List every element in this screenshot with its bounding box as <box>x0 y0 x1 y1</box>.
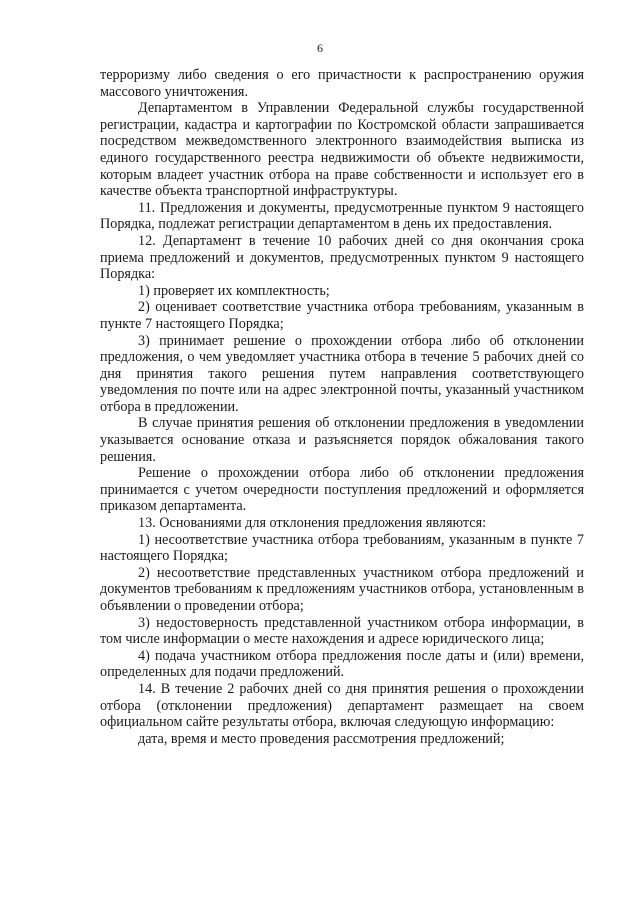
paragraph: 11. Предложения и документы, предусмотренные пунктом 9 настоящего Порядка, подлежат регистрации департаментом в день их предоставления. <box>100 199 584 233</box>
paragraph: 12. Департамент в течение 10 рабочих дней со дня окончания срока приема предложений и документов, предусмотренных пунктом 9 настоящего Порядка: <box>100 232 584 283</box>
paragraph: 13. Основаниями для отклонения предложения являются: <box>138 515 487 532</box>
list-item: 1) проверяет их комплектность; <box>138 282 330 299</box>
list-item: 2) несоответствие представленных участником отбора предложений и документов требованиям к предложениям участников отбора, установленным в объявлении о проведении отбора; <box>100 564 584 614</box>
list-item: 4) подача участником отбора предложения после даты и (или) времени, определенных для подачи предложений. <box>100 647 584 681</box>
paragraph: 14. В течение 2 рабочих дней со дня принятия решения о прохождении отбора (отклонении предложения) департамент размещает на своем официальном сайте результаты отбора, включая следующую информацию: <box>100 680 584 731</box>
document-body <box>100 67 584 747</box>
list-item: 1) несоответствие участника отбора требованиям, указанным в пункте 7 настоящего Порядка; <box>100 531 584 565</box>
list-item: 3) принимает решение о прохождении отбора либо об отклонении предложения, о чем уведомляет участника отбора в течение 5 рабочих дней со дня принятия такого решения путем направления соответствующего уведомления по почте или на адрес электронной почты, указанный участником отбора в предложении. <box>100 332 584 415</box>
paragraph: терроризму либо сведения о его причастности к распространению оружия массового уничтожения. <box>100 67 584 100</box>
paragraph: Департаментом в Управлении Федеральной службы государственной регистрации, кадастра и картографии по Костромской области запрашивается посредством межведомственного электронного взаимодействия выписка из единого государственного реестра недвижимости об объекте недвижимости, которым владеет участник отбора на праве собственности и использует его в качестве объекта транспортной инфраструктуры. <box>100 100 584 200</box>
paragraph: дата, время и место проведения рассмотрения предложений; <box>138 730 505 747</box>
page-number: 6 <box>317 41 323 55</box>
paragraph: В случае принятия решения об отклонении предложения в уведомлении указывается основание отказа и разъясняется порядок обжалования такого решения. <box>100 415 584 465</box>
list-item: 2) оценивает соответствие участника отбора требованиям, указанным в пункте 7 настоящего Порядка; <box>100 299 584 332</box>
list-item: 3) недостоверность представленной участником отбора информации, в том числе информации о месте нахождения и адресе юридического лица; <box>100 614 584 648</box>
paragraph: Решение о прохождении отбора либо об отклонении предложения принимается с учетом очередности поступления предложений и оформляется приказом департамента. <box>100 465 584 515</box>
